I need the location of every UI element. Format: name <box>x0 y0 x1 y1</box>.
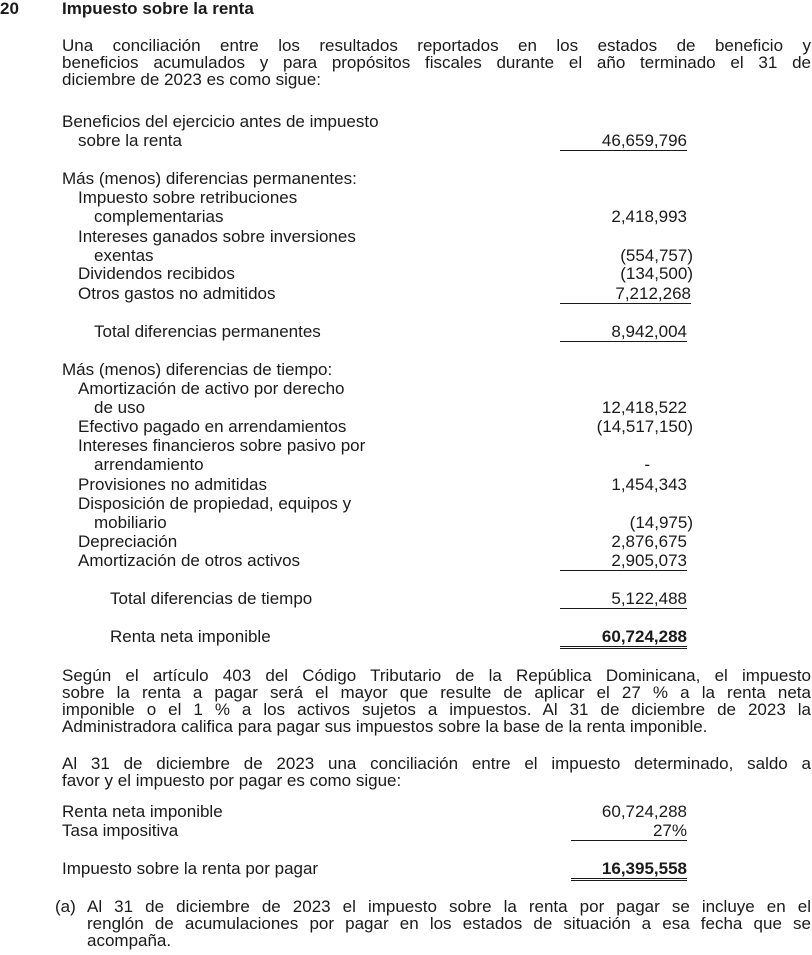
tax-taxable-label: Renta neta imponible <box>62 802 223 821</box>
intro-line: beneficios acumulados y para propósitos fiscales durante el año terminado el 31 de <box>62 53 811 72</box>
tax-payable-value: 16,395,558 <box>571 859 687 881</box>
permanent-total-label: Total diferencias permanentes <box>94 322 321 341</box>
timing-item-value: - <box>644 455 650 474</box>
timing-item-label: Depreciación <box>78 532 178 551</box>
tax-rate-label: Tasa impositiva <box>62 821 179 840</box>
timing-item-value: (14,517,150) <box>596 417 693 436</box>
timing-item-value: 2,905,073 <box>560 551 687 571</box>
pretax-label-line2: sobre la renta <box>78 131 182 150</box>
note-paragraph <box>87 898 811 949</box>
note-marker: (a) <box>55 897 76 916</box>
timing-item-label: Amortización de otros activos <box>78 551 301 570</box>
timing-item-label: Provisiones no admitidas <box>78 475 267 494</box>
note-line: renglón de acumulaciones por pagar en los estados de situación a esa fecha que se <box>87 914 811 933</box>
permanent-item-value: (554,757) <box>620 246 693 265</box>
permanent-header: Más (menos) diferencias permanentes: <box>62 169 357 188</box>
taxable-label: Renta neta imponible <box>110 627 271 646</box>
permanent-item-label: complementarias <box>94 207 224 226</box>
pretax-value: 46,659,796 <box>560 131 687 151</box>
intro-line: Una conciliación entre los resultados reportados en los estados de beneficio y <box>62 36 811 55</box>
taxable-value: 60,724,288 <box>560 627 687 649</box>
permanent-item-label: Impuesto sobre retribuciones <box>78 188 298 207</box>
timing-header: Más (menos) diferencias de tiempo: <box>62 360 333 379</box>
reconciliation-line: favor y el impuesto por pagar es como sigue: <box>62 771 402 790</box>
timing-item-value: (14,975) <box>629 513 693 532</box>
permanent-item-label: exentas <box>94 246 154 265</box>
note-line: Al 31 de diciembre de 2023 el impuesto sobre la renta por pagar se incluye en el <box>87 897 811 916</box>
timing-item-value: 2,876,675 <box>611 532 687 551</box>
section-number: 20 <box>0 0 19 18</box>
tax-payable-label: Impuesto sobre la renta por pagar <box>62 859 319 878</box>
timing-item-label: Amortización de activo por derecho <box>78 379 345 398</box>
pretax-label-line1: Beneficios del ejercicio antes de impuesto <box>62 112 379 131</box>
reconciliation-paragraph <box>62 755 811 789</box>
article-line: sobre la renta a pagar será el mayor que resulte de aplicar el 27 % a la renta neta <box>62 683 811 702</box>
article-paragraph <box>62 667 811 735</box>
reconciliation-line: Al 31 de diciembre de 2023 una conciliación entre el impuesto determinado, saldo a <box>62 754 811 773</box>
timing-item-value: 12,418,522 <box>601 398 687 417</box>
timing-item-value: 1,454,343 <box>611 475 687 494</box>
permanent-item-label: Intereses ganados sobre inversiones <box>78 227 356 246</box>
timing-item-label: de uso <box>94 398 146 417</box>
timing-total-label: Total diferencias de tiempo <box>110 589 313 608</box>
article-line: Según el artículo 403 del Código Tributario de la República Dominicana, el impuesto <box>62 666 811 685</box>
timing-item-label: Efectivo pagado en arrendamientos <box>78 417 347 436</box>
timing-total-value: 5,122,488 <box>560 589 687 609</box>
tax-taxable-value: 60,724,288 <box>601 802 687 821</box>
article-line: imponible o el 1 % a los activos sujetos a impuestos. Al 31 de diciembre de 2023 la <box>62 700 811 719</box>
timing-item-label: mobiliario <box>94 513 167 532</box>
intro-paragraph <box>62 37 811 88</box>
note-line: acompaña. <box>87 931 172 950</box>
section-title: Impuesto sobre la renta <box>62 0 254 18</box>
article-line: Administradora califica para pagar sus impuestos sobre la base de la renta imponible. <box>62 717 708 736</box>
permanent-item-label: Dividendos recibidos <box>78 264 235 283</box>
permanent-total-value: 8,942,004 <box>560 322 687 342</box>
permanent-item-label: Otros gastos no admitidos <box>78 284 276 303</box>
timing-item-label: arrendamiento <box>94 455 204 474</box>
permanent-item-value: 7,212,268 <box>560 284 691 304</box>
timing-item-label: Disposición de propiedad, equipos y <box>78 494 352 513</box>
permanent-item-value: 2,418,993 <box>611 207 687 226</box>
tax-rate-value: 27% <box>571 821 687 841</box>
permanent-item-value: (134,500) <box>620 264 693 283</box>
intro-line: diciembre de 2023 es como sigue: <box>62 70 321 89</box>
timing-item-label: Intereses financieros sobre pasivo por <box>78 436 366 455</box>
